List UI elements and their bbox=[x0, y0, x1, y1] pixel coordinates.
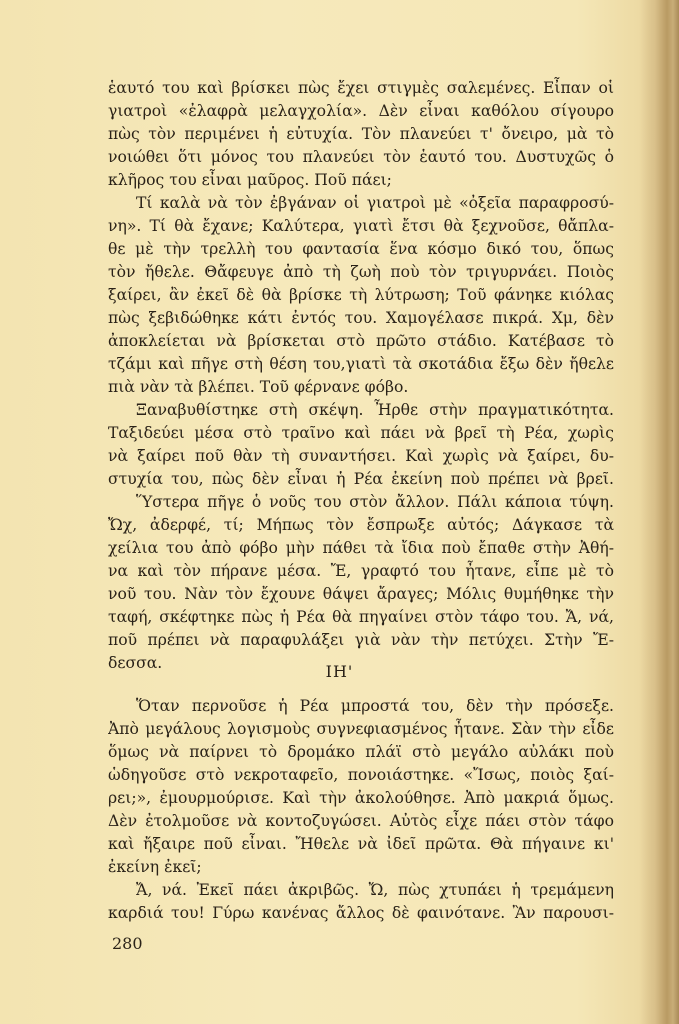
text-line: θε μὲ τὴν τρελλὴ του φαντασία ἕνα κόσμο δικό του, ὅπως bbox=[108, 240, 614, 258]
text-line: τζάμι καὶ πῆγε στὴ θέση του,γιατὶ τὰ σκοτάδια ἔξω δὲν ἤθελε bbox=[108, 355, 614, 373]
text-line: ἀποκλείεται νὰ βρίσκεται στὸ πρῶτο στάδιο. Κατέβασε τὸ bbox=[108, 332, 614, 350]
text-line: Ξαναβυθίστηκε στὴ σκέψη. Ἦρθε στὴν πραγματικότητα. bbox=[136, 401, 614, 419]
text-line: Ἄ, νά. Ἐκεῖ πάει ἀκριβῶς. Ὤ, πὼς χτυπάει ἡ τρεμάμενη bbox=[136, 881, 614, 899]
text-line: νοῦ του. Νὰν τὸν ἔχουνε θάψει ἄραγες; Μόλις θυμήθηκε τὴν bbox=[108, 585, 614, 603]
text-line: ἐκείνη ἐκεῖ; bbox=[108, 858, 202, 876]
text-line: Ταξιδεύει μέσα στὸ τραῖνο καὶ πάει νὰ βρεῖ τὴ Ρέα, χωρὶς bbox=[108, 424, 614, 442]
text-line: ὅμως νὰ παίρνει τὸ δρομάκο πλάϊ στὸ μεγάλο αὐλάκι ποὺ bbox=[108, 743, 614, 761]
text-block-bottom bbox=[108, 695, 614, 925]
text-line: Ἀπὸ μεγάλους λογισμοὺς συγνεφιασμένος ἦτανε. Σὰν τὴν εἶδε bbox=[108, 720, 614, 738]
text-line: ἑαυτό του καὶ βρίσκει πὼς ἔχει στιγμὲς σαλεμένες. Εἶπαν οἱ bbox=[108, 79, 614, 97]
text-line: Ὕστερα πῆγε ὁ νοῦς του στὸν ἄλλον. Πάλι κάποια τύψη. bbox=[136, 493, 614, 511]
text-line: ταφή, σκέφτηκε πὼς ἡ Ρέα θὰ πηγαίνει στὸν τάφο του. Ἄ, νά, bbox=[108, 608, 614, 626]
text-line: Τί καλὰ νὰ τὸν ἐβγάναν οἱ γιατροὶ μὲ «ὀξεῖα παραφροσύ- bbox=[136, 194, 614, 212]
page-number: 280 bbox=[112, 934, 143, 953]
text-line: Ὤχ, ἀδερφέ, τί; Μήπως τὸν ἔσπρωξε αὐτός; Δάγκασε τὰ bbox=[108, 516, 614, 534]
text-line: να καὶ τὸν πήρανε μέσα. Ἔ, γραφτό του ἦτανε, εἶπε μὲ τὸ bbox=[108, 562, 614, 580]
text-line: πὼς τὸν περιμένει ἡ εὐτυχία. Τὸν πλανεύει τ' ὄνειρο, μὰ τὸ bbox=[108, 125, 614, 143]
text-line: χείλια του ἀπὸ φόβο μὴν πάθει τὰ ἴδια ποὺ ἔπαθε στὴν Ἀθή- bbox=[108, 539, 614, 557]
text-line: κλῆρος του εἶναι μαῦρος. Ποῦ πάει; bbox=[108, 171, 392, 189]
text-line: ὡδηγοῦσε στὸ νεκροταφεῖο, πονοιάστηκε. «Ἴσως, ποιὸς ξαί- bbox=[108, 766, 614, 784]
text-line: Δὲν ἐτολμοῦσε νὰ κοντοζυγώσει. Αὐτὸς εἶχε πάει στὸν τάφο bbox=[108, 812, 614, 830]
text-line: ποῦ πρέπει νὰ παραφυλάξει γιὰ νὰν τὴν πετύχει. Στὴν Ἔ- bbox=[108, 631, 614, 649]
text-line: τὸν ἤθελε. Θἄφευγε ἀπὸ τὴ ζωὴ ποὺ τὸν τριγυρνάει. Ποιὸς bbox=[108, 263, 614, 281]
text-line: πὼς ξεβιδώθηκε κάτι ἐντός του. Χαμογέλασε πικρά. Χμ, δὲν bbox=[108, 309, 614, 327]
text-block-top bbox=[108, 77, 614, 675]
text-line: νη». Τί θὰ ἔχανε; Καλύτερα, γιατὶ ἔτσι θὰ ξεχνοῦσε, θἄπλα- bbox=[108, 217, 614, 235]
text-line: γιατροὶ «ἐλαφρὰ μελαγχολία». Δὲν εἶναι καθόλου σίγουρο bbox=[108, 102, 614, 120]
text-line: στυχία του, πὼς δὲν εἶναι ἡ Ρέα ἐκείνη ποὺ πρέπει νὰ βρεῖ. bbox=[108, 470, 614, 488]
text-line: πιὰ νὰν τὰ βλέπει. Τοῦ φέρνανε φόβο. bbox=[108, 378, 409, 396]
text-line: δεσσα. bbox=[108, 654, 163, 672]
text-line: καρδιά του! Γύρω κανένας ἄλλος δὲ φαινότανε. Ἂν παρουσι- bbox=[108, 904, 614, 922]
text-line: νὰ ξαίρει ποῦ θὰν τὴ συναντήσει. Καὶ χωρὶς νὰ ξαίρει, δυ- bbox=[108, 447, 614, 465]
text-line: Ὅταν περνοῦσε ἡ Ρέα μπροστά του, δὲν τὴν πρόσεξε. bbox=[136, 697, 614, 715]
text-line: ξαίρει, ἂν ἐκεῖ δὲ θὰ βρίσκε τὴ λύτρωση; Τοῦ φάνηκε κιόλας bbox=[108, 286, 614, 304]
chapter-heading: ΙΗ' bbox=[325, 662, 354, 681]
text-line: καὶ ἤξαιρε ποῦ εἶναι. Ἤθελε νὰ ἰδεῖ πρῶτα. Θὰ πήγαινε κι' bbox=[108, 835, 614, 853]
text-line: νοιώθει ὅτι μόνος του πλανεύει τὸν ἑαυτό του. Δυστυχῶς ὁ bbox=[108, 148, 614, 166]
text-line: ρει;», ἐμουρμούρισε. Καὶ τὴν ἀκολούθησε. Ἀπὸ μακριά ὅμως. bbox=[108, 789, 614, 807]
page-edge-shadow bbox=[639, 0, 679, 1024]
